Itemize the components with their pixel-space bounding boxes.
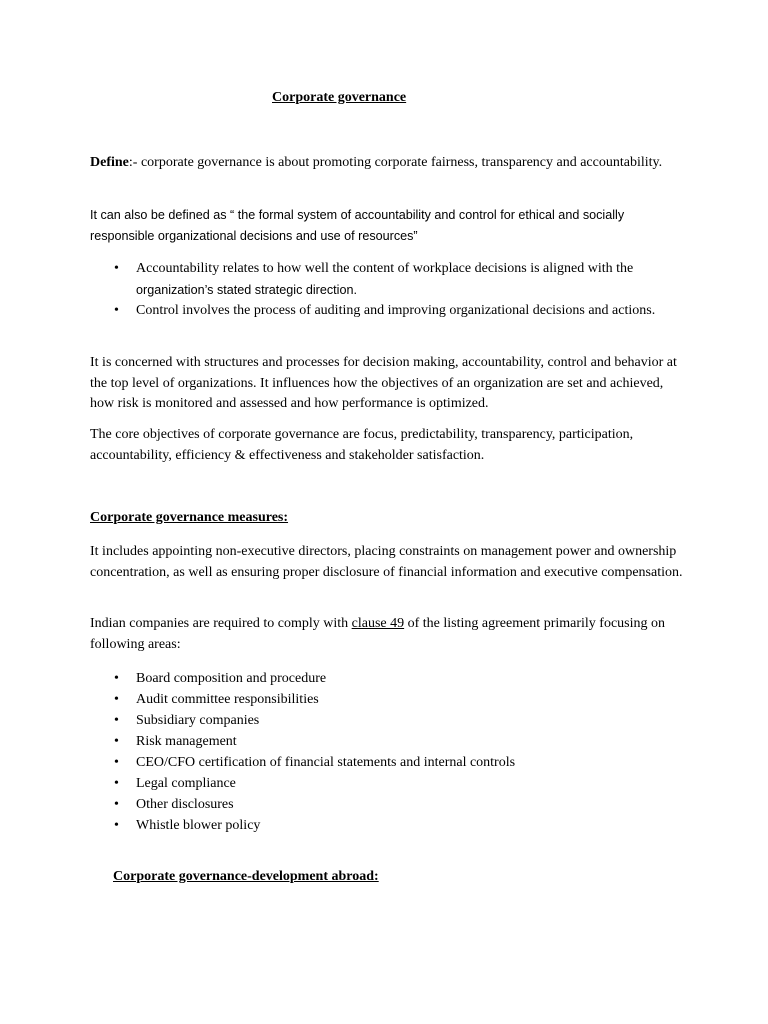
objectives-paragraph: The core objectives of corporate governance are focus, predictability, transparency, participation, accountability, efficiency & effectiveness and stakeholder satisfaction. [90,427,634,463]
clause-paragraph [90,614,690,655]
list-item [90,259,690,301]
bullet-icon: • [114,692,119,707]
bullet-icon: • [114,776,119,791]
clause-49-reference: clause 49 [351,616,405,631]
page-title: Corporate governance [272,90,407,105]
list-item [90,668,690,689]
list-item [90,773,690,794]
area-label: Other disclosures [136,797,234,812]
alt-definition-paragraph: It can also be defined as “ the formal system of accountability and control for ethical and socially responsible organizational decisions and use of resources” [90,208,625,243]
bullet-icon: • [114,797,119,812]
measures-intro-paragraph: It includes appointing non-executive directors, placing constraints on management power and ownership concentration, as well as ensuring proper disclosure of financial information and executive compensation. [90,544,683,580]
bullet-icon: • [114,818,119,833]
define-term: Define [90,155,129,170]
measures-heading: Corporate governance measures: [90,510,289,525]
abroad-heading: Corporate governance-development abroad: [113,869,379,884]
list-item [90,301,690,322]
areas-bullet-list [90,668,690,836]
area-label: CEO/CFO certification of financial statements and internal controls [136,755,516,770]
clause-text-pre: Indian companies are required to comply with [90,616,352,631]
list-item [90,752,690,773]
definition-bullet-list [90,259,690,322]
clause-text-post: of the listing agreement primarily focusing on following areas: [90,616,666,652]
bullet-icon: • [114,734,119,749]
list-item [90,710,690,731]
bullet-icon: • [114,261,119,276]
bullet-text: Accountability relates to how well the content of workplace decisions is aligned with the [136,261,634,276]
area-label: Legal compliance [136,776,236,791]
bullet-icon: • [114,303,119,318]
bullet-icon: • [114,713,119,728]
area-label: Whistle blower policy [136,818,261,833]
area-label: Subsidiary companies [136,713,260,728]
bullet-text-continued: organization’s stated strategic direction. [136,282,357,297]
list-item [90,794,690,815]
area-label: Board composition and procedure [136,671,327,686]
bullet-text: Control involves the process of auditing and improving organizational decisions and actions. [136,303,656,318]
bullet-icon: • [114,671,119,686]
define-text: :- corporate governance is about promoting corporate fairness, transparency and accountability. [128,155,663,170]
bullet-icon: • [114,755,119,770]
area-label: Audit committee responsibilities [136,692,319,707]
list-item [90,689,690,710]
define-paragraph [90,153,690,174]
list-item [90,815,690,836]
list-item [90,731,690,752]
area-label: Risk management [136,734,237,749]
structures-paragraph: It is concerned with structures and processes for decision making, accountability, control and behavior at the top level of organizations. It influences how the objectives of an organization are set and achieved, how risk is monitored and assessed and how performance is optimized. [90,355,677,411]
